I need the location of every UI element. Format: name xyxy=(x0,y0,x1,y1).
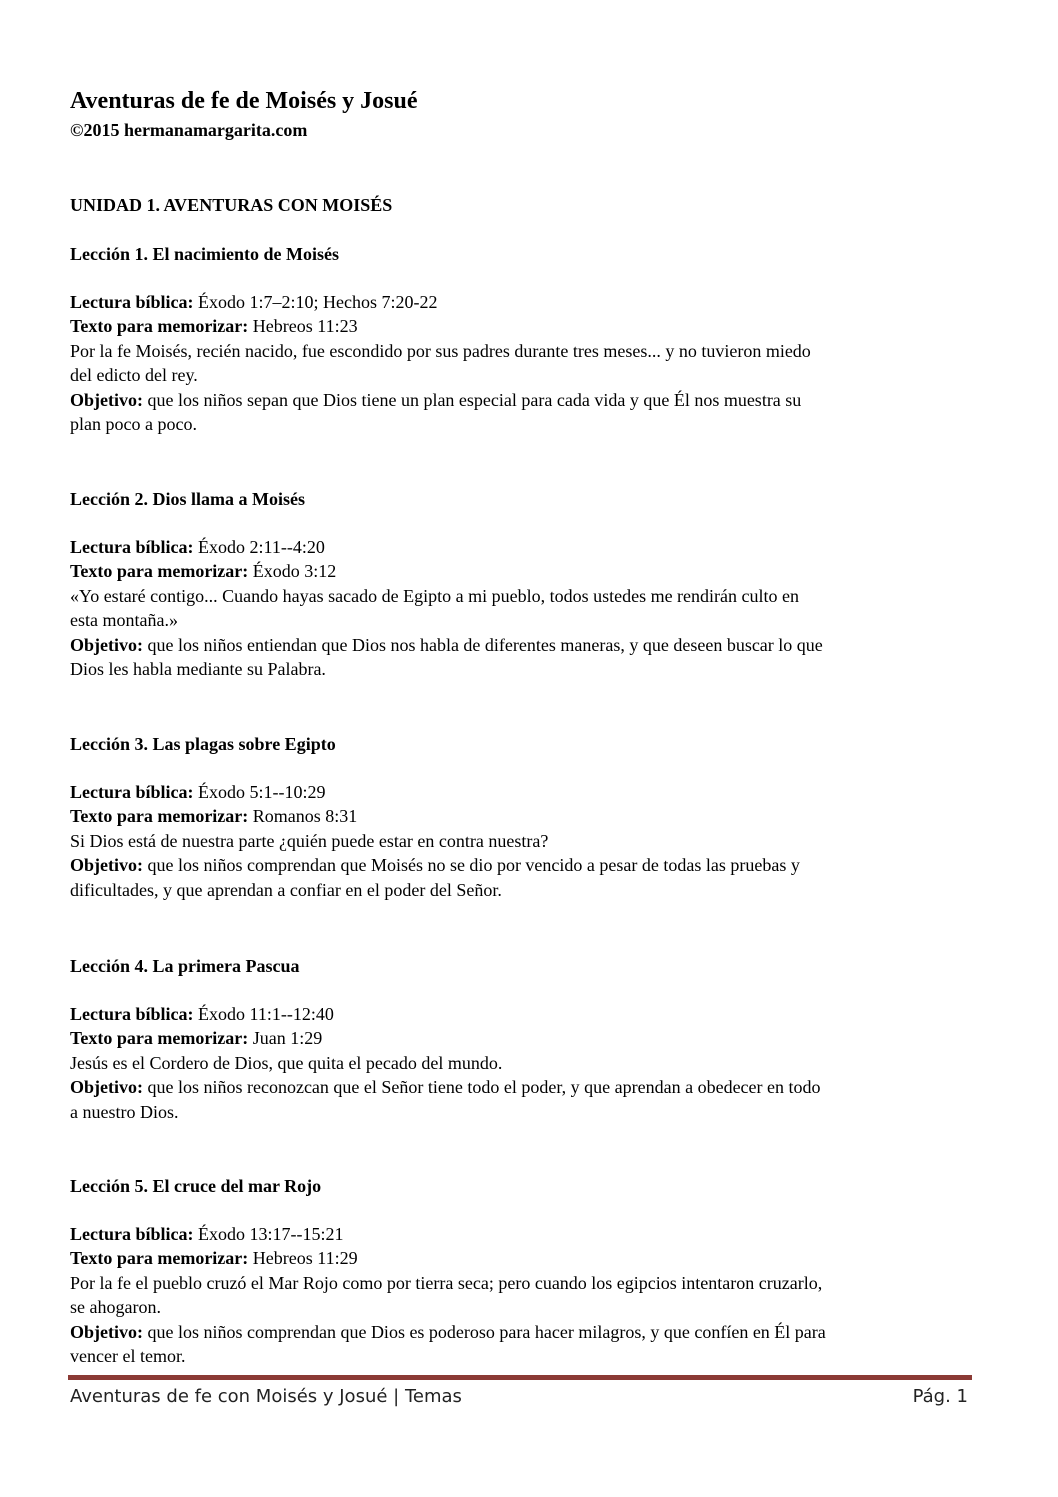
objective-label: Objetivo: xyxy=(70,855,143,876)
memory-label: Texto para memorizar: xyxy=(70,806,249,827)
reading-line xyxy=(70,290,970,314)
memory-line xyxy=(70,1026,970,1050)
reading-ref: Éxodo 2:11--4:20 xyxy=(198,537,325,557)
objective-text: que los niños comprendan que Moisés no se dio por vencido a pesar de todas las pruebas y xyxy=(147,855,800,876)
verse-text-continued: se ahogaron. xyxy=(70,1297,161,1318)
objective-text-continued: a nuestro Dios. xyxy=(70,1101,179,1122)
objective-label: Objetivo: xyxy=(70,634,143,655)
verse-text-continued: esta montaña.» xyxy=(70,610,178,631)
memory-ref: Juan 1:29 xyxy=(252,1028,323,1049)
document-title: Aventuras de fe de Moisés y Josué xyxy=(70,88,418,114)
memory-label: Texto para memorizar: xyxy=(70,1248,249,1269)
memory-label: Texto para memorizar: xyxy=(70,561,249,582)
reading-ref: Éxodo 13:17--15:21 xyxy=(198,1224,344,1244)
memory-line xyxy=(70,1246,970,1270)
unit-heading: UNIDAD 1. AVENTURAS CON MOISÉS xyxy=(70,195,393,215)
objective-text-continued: Dios les habla mediante su Palabra. xyxy=(70,659,326,680)
objective-text-continued: plan poco a poco. xyxy=(70,414,197,435)
reading-line xyxy=(70,1002,970,1026)
lesson-4 xyxy=(70,954,970,1124)
reading-label: Lectura bíblica: xyxy=(70,1224,194,1244)
verse-text: Por la fe el pueblo cruzó el Mar Rojo como por tierra seca; pero cuando los egipcios intentaron cruzarlo, xyxy=(70,1272,823,1293)
reading-label: Lectura bíblica: xyxy=(70,537,194,557)
memory-label: Texto para memorizar: xyxy=(70,1028,249,1049)
objective-text-continued: vencer el temor. xyxy=(70,1346,186,1367)
memory-ref: Hebreos 11:29 xyxy=(252,1248,358,1269)
reading-label: Lectura bíblica: xyxy=(70,782,194,802)
lesson-title: Lección 3. Las plagas sobre Egipto xyxy=(70,734,336,754)
memory-line xyxy=(70,559,970,583)
reading-line xyxy=(70,1222,970,1246)
copyright-line: ©2015 hermanamargarita.com xyxy=(70,120,308,140)
objective-text: que los niños sepan que Dios tiene un plan especial para cada vida y que Él nos muestra su xyxy=(147,389,802,410)
reading-ref: Éxodo 1:7–2:10; Hechos 7:20-22 xyxy=(198,292,438,312)
verse-text: Jesús es el Cordero de Dios, que quita el pecado del mundo. xyxy=(70,1052,503,1073)
lesson-title: Lección 1. El nacimiento de Moisés xyxy=(70,244,339,264)
reading-line xyxy=(70,780,970,804)
objective-label: Objetivo: xyxy=(70,1077,143,1098)
memory-label: Texto para memorizar: xyxy=(70,316,249,337)
memory-ref: Romanos 8:31 xyxy=(252,806,358,827)
memory-ref: Éxodo 3:12 xyxy=(252,561,337,582)
memory-line xyxy=(70,314,970,338)
lesson-3 xyxy=(70,732,970,902)
reading-line xyxy=(70,535,970,559)
objective-line xyxy=(70,1320,970,1344)
objective-line xyxy=(70,388,970,412)
reading-ref: Éxodo 11:1--12:40 xyxy=(198,1004,334,1024)
objective-line xyxy=(70,1075,970,1099)
lesson-title: Lección 5. El cruce del mar Rojo xyxy=(70,1176,322,1196)
lesson-title: Lección 4. La primera Pascua xyxy=(70,956,300,976)
verse-text: «Yo estaré contigo... Cuando hayas sacado de Egipto a mi pueblo, todos ustedes me rendirán culto en xyxy=(70,585,800,606)
page-number: Pág. 1 xyxy=(912,1386,968,1407)
objective-text: que los niños reconozcan que el Señor tiene todo el poder, y que aprendan a obedecer en todo xyxy=(147,1077,821,1098)
lesson-1 xyxy=(70,242,970,436)
verse-text: Si Dios está de nuestra parte ¿quién puede estar en contra nuestra? xyxy=(70,830,549,851)
objective-text: que los niños comprendan que Dios es poderoso para hacer milagros, y que confíen en Él para xyxy=(147,1321,826,1342)
footer-title: Aventuras de fe con Moisés y Josué | Temas xyxy=(70,1386,462,1407)
reading-label: Lectura bíblica: xyxy=(70,1004,194,1024)
objective-label: Objetivo: xyxy=(70,389,143,410)
verse-text-continued: del edicto del rey. xyxy=(70,365,198,386)
lesson-2 xyxy=(70,487,970,681)
verse-text: Por la fe Moisés, recién nacido, fue escondido por sus padres durante tres meses... y no tuvieron miedo xyxy=(70,340,811,361)
objective-text: que los niños entiendan que Dios nos habla de diferentes maneras, y que deseen buscar lo que xyxy=(147,634,823,655)
lesson-5 xyxy=(70,1174,970,1368)
objective-text-continued: dificultades, y que aprendan a confiar en el poder del Señor. xyxy=(70,879,502,900)
objective-label: Objetivo: xyxy=(70,1321,143,1342)
footer-rule xyxy=(68,1375,972,1380)
memory-line xyxy=(70,804,970,828)
reading-label: Lectura bíblica: xyxy=(70,292,194,312)
reading-ref: Éxodo 5:1--10:29 xyxy=(198,782,326,802)
lesson-title: Lección 2. Dios llama a Moisés xyxy=(70,489,305,509)
memory-ref: Hebreos 11:23 xyxy=(252,316,358,337)
objective-line xyxy=(70,853,970,877)
objective-line xyxy=(70,633,970,657)
